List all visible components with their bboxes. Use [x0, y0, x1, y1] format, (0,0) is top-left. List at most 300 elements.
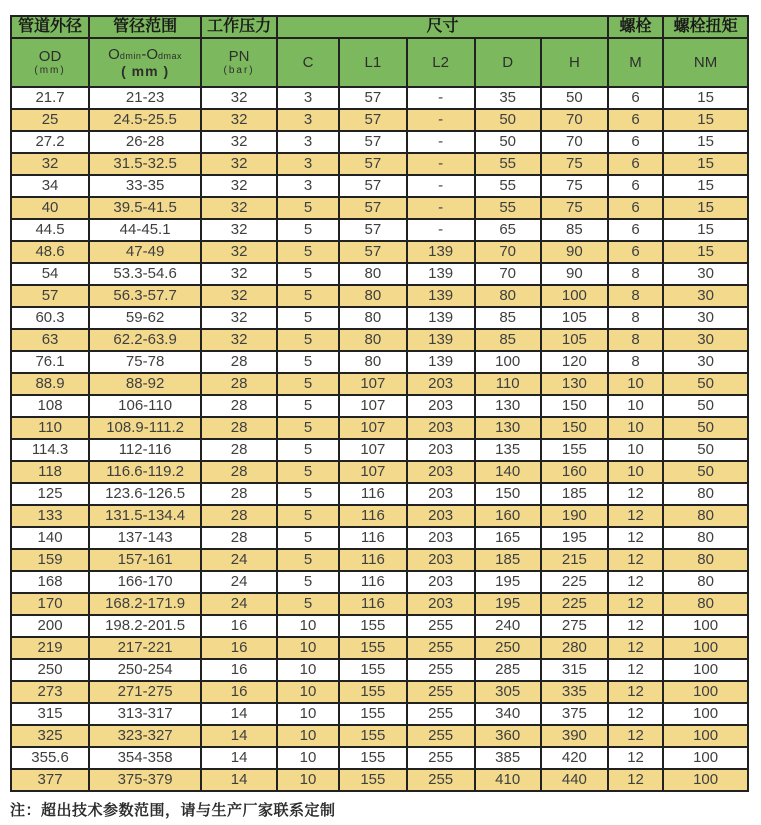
table-cell: - — [407, 131, 475, 153]
table-cell: 150 — [475, 483, 541, 505]
table-cell: 120 — [541, 351, 608, 373]
table-cell: 5 — [277, 417, 339, 439]
table-cell: 159 — [11, 549, 89, 571]
table-cell: 14 — [201, 747, 277, 769]
table-cell: 80 — [339, 263, 407, 285]
table-cell: 10 — [277, 659, 339, 681]
table-cell: 14 — [201, 725, 277, 747]
table-cell: 14 — [201, 703, 277, 725]
table-cell: 10 — [608, 417, 663, 439]
table-cell: 108.9-111.2 — [89, 417, 201, 439]
table-cell: 63 — [11, 329, 89, 351]
table-cell: 57 — [339, 153, 407, 175]
table-cell: - — [407, 87, 475, 109]
table-cell: 375-379 — [89, 769, 201, 791]
table-cell: 340 — [475, 703, 541, 725]
table-cell: 203 — [407, 439, 475, 461]
table-cell: 123.6-126.5 — [89, 483, 201, 505]
table-cell: 50 — [475, 109, 541, 131]
table-cell: 50 — [663, 461, 748, 483]
table-cell: 255 — [407, 681, 475, 703]
table-cell: 3 — [277, 175, 339, 197]
table-cell: 44-45.1 — [89, 219, 201, 241]
table-row — [11, 461, 748, 483]
table-cell: 15 — [663, 153, 748, 175]
table-cell: 8 — [608, 351, 663, 373]
table-cell: 31.5-32.5 — [89, 153, 201, 175]
table-cell: 135 — [475, 439, 541, 461]
table-cell: 195 — [475, 571, 541, 593]
table-cell: 105 — [541, 329, 608, 351]
table-cell: 225 — [541, 571, 608, 593]
table-cell: 30 — [663, 351, 748, 373]
table-cell: 5 — [277, 571, 339, 593]
subheader-range-sub1: dmin — [119, 50, 142, 61]
table-cell: 100 — [663, 703, 748, 725]
table-row — [11, 615, 748, 637]
table-cell: 375 — [541, 703, 608, 725]
table-cell: 112-116 — [89, 439, 201, 461]
subheader-range-dash: - — [141, 45, 147, 63]
table-cell: 32 — [201, 307, 277, 329]
header-bolt: 螺栓 — [608, 16, 663, 38]
table-cell: - — [407, 153, 475, 175]
table-cell: 100 — [663, 681, 748, 703]
table-row — [11, 153, 748, 175]
table-cell: 5 — [277, 351, 339, 373]
table-cell: 100 — [663, 637, 748, 659]
table-cell: 305 — [475, 681, 541, 703]
table-cell: 57 — [339, 175, 407, 197]
table-cell: 80 — [339, 285, 407, 307]
table-cell: 32 — [201, 197, 277, 219]
table-cell: 5 — [277, 395, 339, 417]
table-cell: 15 — [663, 175, 748, 197]
table-cell: 12 — [608, 747, 663, 769]
table-cell: 24.5-25.5 — [89, 109, 201, 131]
table-cell: 10 — [608, 373, 663, 395]
table-cell: 219 — [11, 637, 89, 659]
footnote: 注：超出技术参数范围，请与生产厂家联系定制 — [10, 802, 336, 819]
table-cell: 420 — [541, 747, 608, 769]
table-cell: 70 — [541, 109, 608, 131]
table-cell: 130 — [475, 417, 541, 439]
subheader-m: M — [608, 38, 663, 87]
table-cell: 410 — [475, 769, 541, 791]
table-cell: 5 — [277, 263, 339, 285]
table-cell: 24 — [201, 593, 277, 615]
table-cell: 203 — [407, 373, 475, 395]
table-cell: 116 — [339, 549, 407, 571]
table-cell: 28 — [201, 351, 277, 373]
table-cell: 80 — [663, 505, 748, 527]
table-cell: 10 — [608, 461, 663, 483]
table-cell: 240 — [475, 615, 541, 637]
table-cell: 57 — [339, 109, 407, 131]
table-cell: 155 — [339, 637, 407, 659]
subheader-pn-label: PN — [228, 48, 250, 66]
table-cell: 155 — [339, 747, 407, 769]
table-cell: 16 — [201, 637, 277, 659]
table-cell: 3 — [277, 153, 339, 175]
table-cell: 6 — [608, 131, 663, 153]
table-cell: 10 — [277, 681, 339, 703]
table-cell: 335 — [541, 681, 608, 703]
table-cell: 12 — [608, 659, 663, 681]
subheader-range-o2: O — [146, 45, 159, 63]
table-cell: 273 — [11, 681, 89, 703]
table-cell: 5 — [277, 285, 339, 307]
subheader-od — [11, 38, 89, 87]
table-cell: 107 — [339, 395, 407, 417]
table-cell: 25 — [11, 109, 89, 131]
table-cell: 190 — [541, 505, 608, 527]
table-cell: 57 — [339, 197, 407, 219]
table-cell: 5 — [277, 549, 339, 571]
table-cell: 27.2 — [11, 131, 89, 153]
table-cell: 100 — [475, 351, 541, 373]
table-cell: 3 — [277, 87, 339, 109]
table-row — [11, 549, 748, 571]
table-cell: 271-275 — [89, 681, 201, 703]
table-cell: 88.9 — [11, 373, 89, 395]
table-cell: 107 — [339, 439, 407, 461]
table-cell: 5 — [277, 483, 339, 505]
table-cell: 35 — [475, 87, 541, 109]
table-cell: 203 — [407, 461, 475, 483]
table-cell: 5 — [277, 329, 339, 351]
table-cell: 100 — [663, 725, 748, 747]
table-cell: 125 — [11, 483, 89, 505]
table-cell: 85 — [541, 219, 608, 241]
table-cell: 32 — [201, 219, 277, 241]
table-cell: 155 — [339, 769, 407, 791]
subheader-d: D — [475, 38, 541, 87]
table-cell: 8 — [608, 307, 663, 329]
table-cell: 50 — [663, 439, 748, 461]
table-cell: 107 — [339, 373, 407, 395]
table-cell: 10 — [608, 395, 663, 417]
table-cell: 32 — [201, 87, 277, 109]
table-cell: 10 — [277, 637, 339, 659]
table-cell: 32 — [201, 263, 277, 285]
table-cell: 160 — [475, 505, 541, 527]
table-cell: 30 — [663, 285, 748, 307]
table-row — [11, 703, 748, 725]
table-row — [11, 373, 748, 395]
table-row — [11, 175, 748, 197]
table-cell: 75 — [541, 175, 608, 197]
table-cell: 12 — [608, 681, 663, 703]
table-cell: 28 — [201, 417, 277, 439]
table-cell: 195 — [541, 527, 608, 549]
table-cell: 80 — [663, 593, 748, 615]
table-cell: 118 — [11, 461, 89, 483]
table-cell: 100 — [541, 285, 608, 307]
table-cell: 155 — [339, 703, 407, 725]
table-row — [11, 417, 748, 439]
subheader-range-sub2: dmax — [158, 50, 183, 61]
table-cell: 285 — [475, 659, 541, 681]
table-row — [11, 747, 748, 769]
table-row — [11, 483, 748, 505]
table-cell: 203 — [407, 483, 475, 505]
header-group-row — [11, 16, 748, 38]
table-cell: 21-23 — [89, 87, 201, 109]
table-cell: 28 — [201, 373, 277, 395]
table-cell: 255 — [407, 747, 475, 769]
table-cell: 160 — [541, 461, 608, 483]
table-cell: 88-92 — [89, 373, 201, 395]
table-cell: 53.3-54.6 — [89, 263, 201, 285]
table-cell: 203 — [407, 571, 475, 593]
table-cell: 140 — [11, 527, 89, 549]
table-cell: 105 — [541, 307, 608, 329]
table-cell: 12 — [608, 769, 663, 791]
table-cell: 116 — [339, 593, 407, 615]
table-cell: 139 — [407, 241, 475, 263]
table-row — [11, 263, 748, 285]
table-cell: 139 — [407, 329, 475, 351]
table-cell: 28 — [201, 395, 277, 417]
table-cell: 116 — [339, 505, 407, 527]
subheader-c: C — [277, 38, 339, 87]
subheader-od-label: OD — [38, 48, 62, 66]
table-cell: 6 — [608, 87, 663, 109]
table-cell: 155 — [339, 615, 407, 637]
table-row — [11, 285, 748, 307]
table-cell: 5 — [277, 373, 339, 395]
table-cell: 10 — [277, 725, 339, 747]
table-cell: 30 — [663, 263, 748, 285]
table-cell: 166-170 — [89, 571, 201, 593]
table-cell: 80 — [339, 307, 407, 329]
table-cell: 24 — [201, 549, 277, 571]
table-row — [11, 505, 748, 527]
table-cell: 440 — [541, 769, 608, 791]
table-cell: 114.3 — [11, 439, 89, 461]
table-cell: 116 — [339, 571, 407, 593]
table-cell: 80 — [339, 329, 407, 351]
table-cell: 40 — [11, 197, 89, 219]
table-cell: 80 — [663, 527, 748, 549]
table-cell: 255 — [407, 659, 475, 681]
table-cell: 12 — [608, 549, 663, 571]
table-cell: 280 — [541, 637, 608, 659]
table-cell: 57 — [339, 219, 407, 241]
subheader-l1: L1 — [339, 38, 407, 87]
table-cell: 33-35 — [89, 175, 201, 197]
table-cell: 5 — [277, 593, 339, 615]
table-cell: 50 — [663, 395, 748, 417]
table-cell: 57 — [11, 285, 89, 307]
table-cell: 116 — [339, 527, 407, 549]
table-cell: 6 — [608, 153, 663, 175]
table-cell: 39.5-41.5 — [89, 197, 201, 219]
table-cell: 116 — [339, 483, 407, 505]
table-cell: 250 — [475, 637, 541, 659]
table-cell: 15 — [663, 241, 748, 263]
table-cell: 110 — [475, 373, 541, 395]
table-cell: 385 — [475, 747, 541, 769]
table-cell: 168.2-171.9 — [89, 593, 201, 615]
subheader-od-unit: (mm) — [34, 65, 66, 77]
subheader-pn-unit: (bar) — [223, 65, 255, 77]
table-cell: 55 — [475, 175, 541, 197]
table-cell: 110 — [11, 417, 89, 439]
table-cell: 5 — [277, 241, 339, 263]
table-cell: 106-110 — [89, 395, 201, 417]
table-cell: 355.6 — [11, 747, 89, 769]
table-cell: 90 — [541, 263, 608, 285]
table-cell: 57 — [339, 241, 407, 263]
table-cell: 21.7 — [11, 87, 89, 109]
table-cell: 150 — [541, 395, 608, 417]
subheader-l2: L2 — [407, 38, 475, 87]
header-dimensions: 尺寸 — [277, 16, 608, 38]
table-cell: 140 — [475, 461, 541, 483]
table-cell: 5 — [277, 505, 339, 527]
table-cell: 60.3 — [11, 307, 89, 329]
table-row — [11, 593, 748, 615]
table-cell: 15 — [663, 197, 748, 219]
table-cell: 56.3-57.7 — [89, 285, 201, 307]
table-cell: 26-28 — [89, 131, 201, 153]
table-cell: 50 — [475, 131, 541, 153]
table-row — [11, 109, 748, 131]
table-cell: 30 — [663, 307, 748, 329]
header-sub-row — [11, 38, 748, 87]
subheader-range-o1: O — [108, 45, 120, 63]
table-cell: 12 — [608, 615, 663, 637]
table-cell: 255 — [407, 615, 475, 637]
table-cell: 12 — [608, 505, 663, 527]
table-cell: 5 — [277, 197, 339, 219]
table-cell: 80 — [663, 483, 748, 505]
table-cell: 55 — [475, 153, 541, 175]
table-cell: 15 — [663, 219, 748, 241]
table-cell: 377 — [11, 769, 89, 791]
table-row — [11, 659, 748, 681]
table-cell: 155 — [339, 659, 407, 681]
table-row — [11, 307, 748, 329]
table-cell: 32 — [201, 153, 277, 175]
table-cell: 75-78 — [89, 351, 201, 373]
table-cell: 47-49 — [89, 241, 201, 263]
table-cell: 48.6 — [11, 241, 89, 263]
table-cell: 170 — [11, 593, 89, 615]
table-cell: 100 — [663, 615, 748, 637]
table-cell: 32 — [201, 241, 277, 263]
table-cell: 10 — [608, 439, 663, 461]
table-cell: 12 — [608, 593, 663, 615]
table-cell: 168 — [11, 571, 89, 593]
table-cell: 50 — [663, 373, 748, 395]
table-cell: 275 — [541, 615, 608, 637]
table-cell: 80 — [663, 549, 748, 571]
table-row — [11, 131, 748, 153]
table-cell: 15 — [663, 87, 748, 109]
table-cell: 203 — [407, 395, 475, 417]
table-cell: 32 — [11, 153, 89, 175]
table-cell: 6 — [608, 175, 663, 197]
table-cell: 76.1 — [11, 351, 89, 373]
table-cell: 250 — [11, 659, 89, 681]
table-cell: 100 — [663, 769, 748, 791]
table-cell: 12 — [608, 703, 663, 725]
table-cell: 28 — [201, 527, 277, 549]
spec-table — [10, 15, 749, 792]
table-row — [11, 769, 748, 791]
table-cell: - — [407, 219, 475, 241]
table-cell: 12 — [608, 571, 663, 593]
table-row — [11, 197, 748, 219]
table-cell: 8 — [608, 263, 663, 285]
table-cell: 315 — [541, 659, 608, 681]
table-cell: 12 — [608, 483, 663, 505]
table-row — [11, 571, 748, 593]
table-cell: 5 — [277, 527, 339, 549]
table-cell: 203 — [407, 417, 475, 439]
table-cell: 85 — [475, 307, 541, 329]
table-cell: 6 — [608, 197, 663, 219]
table-cell: 133 — [11, 505, 89, 527]
table-cell: 137-143 — [89, 527, 201, 549]
table-cell: 85 — [475, 329, 541, 351]
table-cell: 57 — [339, 131, 407, 153]
subheader-pn — [201, 38, 277, 87]
table-row — [11, 329, 748, 351]
table-row — [11, 219, 748, 241]
table-cell: 200 — [11, 615, 89, 637]
table-cell: 139 — [407, 263, 475, 285]
table-cell: 14 — [201, 769, 277, 791]
table-cell: 80 — [475, 285, 541, 307]
subheader-range — [89, 38, 201, 87]
header-working-pressure: 工作压力 — [201, 16, 277, 38]
table-cell: 62.2-63.9 — [89, 329, 201, 351]
table-cell: 59-62 — [89, 307, 201, 329]
table-cell: 255 — [407, 725, 475, 747]
table-cell: 155 — [541, 439, 608, 461]
table-cell: 225 — [541, 593, 608, 615]
table-cell: 5 — [277, 219, 339, 241]
table-cell: 360 — [475, 725, 541, 747]
table-cell: 10 — [277, 769, 339, 791]
table-cell: 54 — [11, 263, 89, 285]
table-cell: 5 — [277, 461, 339, 483]
table-cell: 155 — [339, 725, 407, 747]
table-cell: 354-358 — [89, 747, 201, 769]
table-cell: 323-327 — [89, 725, 201, 747]
table-cell: 55 — [475, 197, 541, 219]
table-cell: 5 — [277, 439, 339, 461]
table-cell: 150 — [541, 417, 608, 439]
table-cell: 10 — [277, 615, 339, 637]
table-cell: 215 — [541, 549, 608, 571]
table-cell: 10 — [277, 703, 339, 725]
table-cell: 185 — [475, 549, 541, 571]
table-cell: 32 — [201, 175, 277, 197]
table-cell: 15 — [663, 131, 748, 153]
table-cell: 12 — [608, 725, 663, 747]
table-cell: 100 — [663, 659, 748, 681]
table-cell: 8 — [608, 329, 663, 351]
table-cell: 3 — [277, 109, 339, 131]
table-cell: 198.2-201.5 — [89, 615, 201, 637]
table-cell: 10 — [277, 747, 339, 769]
table-cell: 32 — [201, 109, 277, 131]
